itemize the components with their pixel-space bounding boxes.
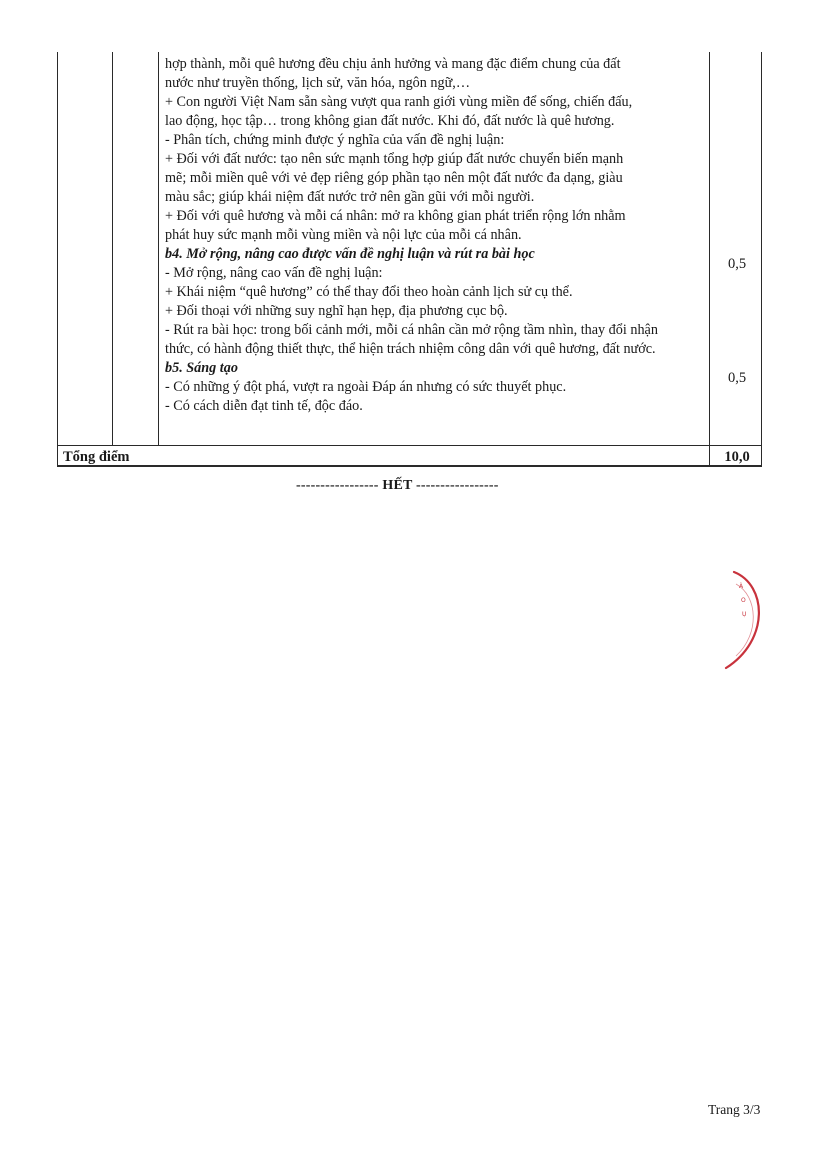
table-border-bottom [57, 465, 762, 467]
table-column-divider-3 [709, 52, 710, 466]
score-b5: 0,5 [727, 370, 747, 386]
content-line: - Phân tích, chứng minh được ý nghĩa của vấn đề nghị luận: [165, 132, 505, 148]
score-b4: 0,5 [727, 256, 747, 272]
content-line: lao động, học tập… trong không gian đất nước. Khi đó, đất nước là quê hương. [165, 113, 615, 129]
content-line: nước như truyền thống, lịch sử, văn hóa, ngôn ngữ,… [165, 75, 471, 91]
total-score: 10,0 [724, 449, 750, 465]
content-line: + Con người Việt Nam sẵn sàng vượt qua ranh giới vùng miền để sống, chiến đấu, [165, 94, 633, 110]
content-line: - Rút ra bài học: trong bối cảnh mới, mỗi cá nhân cần mở rộng tầm nhìn, thay đổi nhận [165, 322, 658, 338]
content-line: - Mở rộng, nâng cao vấn đề nghị luận: [165, 265, 383, 281]
stamp-seal [722, 570, 782, 670]
section-heading: b4. Mở rộng, nâng cao được vấn đề nghị luận và rút ra bài học [165, 246, 535, 262]
content-line: mẽ; mỗi miền quê với vẻ đẹp riêng góp phần tạo nên một đất nước đa dạng, giàu [165, 170, 623, 186]
table-column-divider-2 [158, 52, 159, 445]
content-line: - Có những ý đột phá, vượt ra ngoài Đáp án nhưng có sức thuyết phục. [165, 379, 567, 395]
answer-content-cell [165, 55, 705, 416]
svg-text:Ụ: Ụ [742, 611, 747, 618]
content-line: + Đối thoại với những suy nghĩ hạn hẹp, địa phương cục bộ. [165, 303, 508, 319]
section-heading: b5. Sáng tạo [165, 360, 238, 376]
table-border-left [57, 52, 58, 466]
page-number: Trang 3/3 [708, 1102, 761, 1117]
content-line: - Có cách diễn đạt tinh tế, độc đáo. [165, 398, 363, 414]
content-line: thức, có hành động thiết thực, thể hiện trách nhiệm công dân với quê hương, đất nước. [165, 341, 656, 357]
content-line: + Đối với đất nước: tạo nên sức mạnh tổng hợp giúp đất nước chuyển biến mạnh [165, 151, 624, 167]
svg-text:À: À [739, 583, 744, 590]
content-line: + Đối với quê hương và mỗi cá nhân: mở ra không gian phát triển rộng lớn nhằm [165, 208, 626, 224]
table-column-divider-1 [112, 52, 113, 445]
total-label: Tổng điểm [63, 449, 130, 465]
content-line: phát huy sức mạnh mỗi vùng miền và nội lực của mỗi cá nhân. [165, 227, 522, 243]
svg-text:O: O [741, 597, 746, 604]
content-line: hợp thành, mỗi quê hương đều chịu ảnh hưởng và mang đặc điểm chung của đất [165, 56, 621, 72]
table-row-divider [57, 445, 762, 446]
content-line: màu sắc; giúp khái niệm đất nước trở nên gần gũi với mỗi người. [165, 189, 535, 205]
content-line: + Khái niệm “quê hương” có thể thay đổi theo hoàn cảnh lịch sử cụ thể. [165, 284, 573, 300]
end-marker: ----------------- HẾT ----------------- [296, 478, 499, 493]
